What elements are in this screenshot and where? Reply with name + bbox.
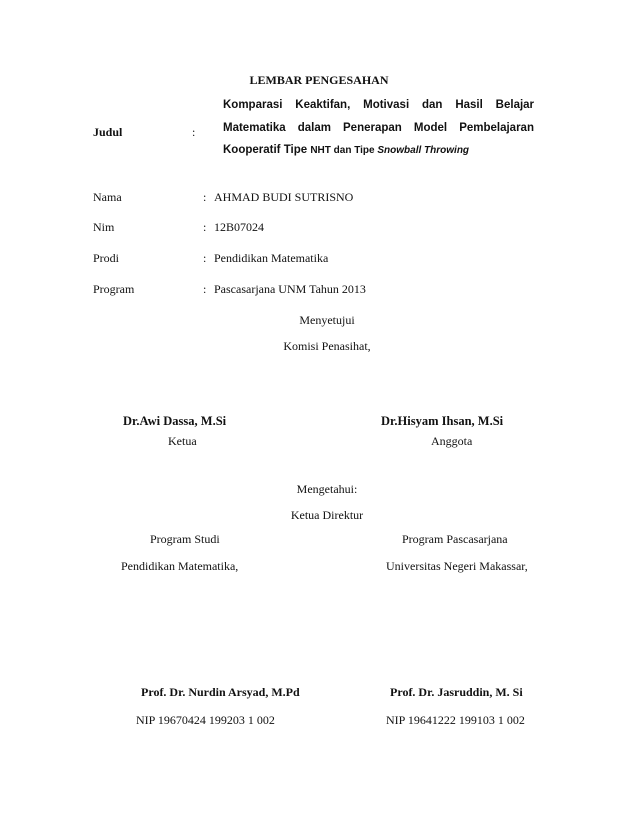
acknowledgement-heading: Mengetahui: xyxy=(296,482,358,496)
info-value-program: Pascasarjana UNM Tahun 2013 xyxy=(214,282,366,296)
office-right-line-2: Universitas Negeri Makassar, xyxy=(386,559,528,573)
info-label-nama: Nama xyxy=(93,190,122,204)
judul-text-line-3 xyxy=(223,144,534,156)
office-left-line-2: Pendidikan Matematika, xyxy=(121,559,239,573)
approval-heading: Menyetujui xyxy=(299,313,355,327)
info-label-nim: Nim xyxy=(93,220,115,234)
judul-label: Judul xyxy=(93,125,123,139)
judul-word: Komparasi xyxy=(223,99,283,111)
judul-word: Belajar xyxy=(495,99,535,111)
approval-committee: Komisi Penasihat, xyxy=(283,339,371,353)
acknowledgement-title: Ketua Direktur xyxy=(290,508,364,522)
office-right-line-1: Program Pascasarjana xyxy=(402,532,508,546)
info-colon: : xyxy=(203,220,207,234)
signatory-left-nip: NIP 19670424 199203 1 002 xyxy=(136,713,275,727)
judul-word: dalam xyxy=(297,122,331,134)
advisor-right-name: Dr.Hisyam Ihsan, M.Si xyxy=(381,414,504,428)
judul-text-line-1 xyxy=(223,99,534,111)
judul-line3-main: Kooperatif Tipe xyxy=(223,144,311,156)
info-value-prodi: Pendidikan Matematika xyxy=(214,251,329,265)
advisor-left-name: Dr.Awi Dassa, M.Si xyxy=(123,414,227,428)
info-colon: : xyxy=(203,282,207,296)
judul-line3-italic: Snowball Throwing xyxy=(377,145,470,156)
judul-line3-small: NHT dan Tipe xyxy=(310,145,378,156)
judul-word: Keaktifan, xyxy=(295,99,351,111)
judul-word: dan xyxy=(422,99,443,111)
judul-text-line-2 xyxy=(223,122,534,134)
info-label-program: Program xyxy=(93,282,135,296)
judul-word: Motivasi xyxy=(363,99,410,111)
signatory-right-nip: NIP 19641222 199103 1 002 xyxy=(386,713,525,727)
page-title: LEMBAR PENGESAHAN xyxy=(249,73,389,87)
judul-colon: : xyxy=(192,125,196,139)
info-colon: : xyxy=(203,190,207,204)
signatory-left-name: Prof. Dr. Nurdin Arsyad, M.Pd xyxy=(141,685,300,699)
advisor-right-role: Anggota xyxy=(431,434,473,448)
info-colon: : xyxy=(203,251,207,265)
info-value-nim: 12B07024 xyxy=(214,220,265,234)
info-value-nama: AHMAD BUDI SUTRISNO xyxy=(214,190,354,204)
signatory-right-name: Prof. Dr. Jasruddin, M. Si xyxy=(390,685,523,699)
judul-word: Hasil xyxy=(455,99,483,111)
office-left-line-1: Program Studi xyxy=(150,532,220,546)
advisor-left-role: Ketua xyxy=(168,434,197,448)
judul-word: Pembelajaran xyxy=(459,122,534,134)
judul-word: Model xyxy=(413,122,448,134)
info-label-prodi: Prodi xyxy=(93,251,120,265)
judul-word: Matematika xyxy=(223,122,286,134)
judul-word: Penerapan xyxy=(343,122,402,134)
